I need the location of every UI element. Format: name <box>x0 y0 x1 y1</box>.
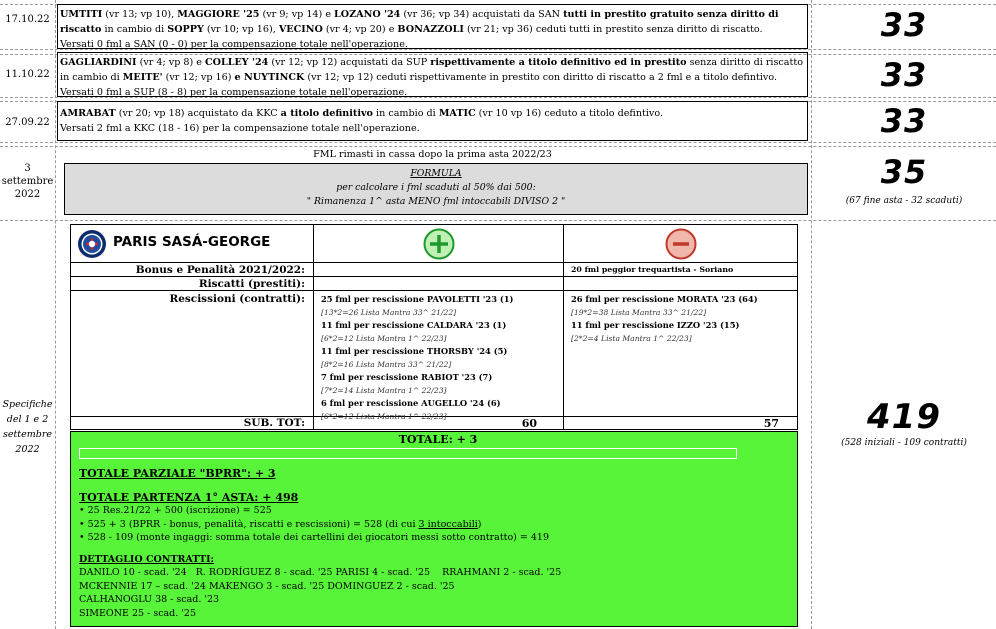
row-divider <box>0 142 996 143</box>
subtot-plus: 60 <box>314 417 564 430</box>
text-segment: a titolo definitivo <box>280 108 373 119</box>
rescission-note: [19*2=38 Lista Mantra 33^ 21/22] <box>571 307 707 317</box>
rescission-note: [6*2=12 Lista Mantra 1^ 22/23] <box>321 333 447 343</box>
text-segment: (vr 12; vp 16) <box>162 72 235 83</box>
rescission-item: 25 fml per rescissione PAVOLETTI '23 (1) <box>321 294 514 304</box>
transaction-line <box>60 106 805 121</box>
rescission-note: [8*2=16 Lista Mantra 33^ 21/22] <box>321 359 452 369</box>
rescission-note: [7*2=14 Lista Mantra 1^ 22/23] <box>321 385 447 395</box>
team-sheet <box>70 224 798 430</box>
balance-value: 33 <box>880 102 928 140</box>
text-segment: riscatto <box>60 24 102 35</box>
contract-line: DANILO 10 - scad. '24 R. RODRÍGUEZ 8 - scad. '25 PARISI 4 - scad. '25 RRAHMANI 2 - scad. '25 <box>79 567 562 578</box>
balance-caption: (528 iniziali - 109 contratti) <box>841 438 967 448</box>
text-segment: (vr 12; vp 12) ceduti rispettivamente in prestito con diritto di riscatto a 2 fml e a titolo defintivo. <box>304 72 778 83</box>
rescission-item: 6 fml per rescissione AUGELLO '24 (6) <box>321 398 501 408</box>
minus-circle-icon <box>665 228 697 260</box>
text-segment: AMRABAT <box>60 108 116 119</box>
text-segment: (vr 10 vp 16) ceduto a titolo defintivo. <box>475 108 664 119</box>
text-segment: in cambio di <box>60 72 123 83</box>
row-date: Specifiche del 1 e 2 settembre 2022 <box>2 399 53 455</box>
transaction-entry <box>57 101 808 141</box>
text-segment: (vr 36; vp 34) acquistati da SAN <box>400 9 564 20</box>
rescission-note: [6*2=12 Lista Mantra 1^ 22/23] <box>321 411 447 421</box>
intoccabili-text: 3 intoccabili <box>418 518 478 530</box>
row-divider <box>0 220 996 221</box>
calc-text: • 525 + 3 (BPRR - bonus, penalità, riscatti e rescissioni) = 528 (di cui <box>79 518 419 530</box>
row-date: 3 settembre 2022 <box>1 163 54 200</box>
text-segment: (vr 9; vp 14) e <box>259 9 335 20</box>
team-crest-icon <box>77 229 107 259</box>
transaction-line <box>60 7 805 22</box>
calc-line <box>79 518 797 532</box>
subtot-label: SUB. TOT: <box>71 417 314 430</box>
text-segment: VECINO <box>278 24 323 35</box>
text-segment: (vr 10; vp 16), <box>203 24 279 35</box>
team-header <box>71 225 314 263</box>
transaction-line <box>60 55 805 70</box>
totale: TOTALE: + 3 <box>398 433 478 446</box>
rescission-item: 11 fml per rescissione CALDARA '23 (1) <box>321 320 507 330</box>
transaction-text <box>58 5 807 54</box>
totals-box <box>70 431 798 627</box>
balance-value: 33 <box>880 6 928 44</box>
text-segment: (vr 4; vp 20) e <box>322 24 398 35</box>
row-date: 27.09.22 <box>5 117 50 128</box>
transaction-line <box>60 22 805 37</box>
bonus-plus <box>314 263 564 277</box>
rescission-item: 7 fml per rescissione RABIOT '23 (7) <box>321 372 493 382</box>
text-segment: (vr 20; vp 18) acquistato da KKC <box>115 108 281 119</box>
formula-heading: FML rimasti in cassa dopo la prima asta 2022/23 <box>313 149 552 160</box>
transaction-entry <box>57 52 808 97</box>
rescissioni-label: Rescissioni (contratti): <box>71 291 314 417</box>
totale-partenza: TOTALE PARTENZA 1° ASTA: + 498 <box>79 491 299 504</box>
team-name: PARIS SASÁ-GEORGE <box>113 234 271 250</box>
dettaglio-heading: DETTAGLIO CONTRATTI: <box>79 553 215 565</box>
text-segment: in cambio di <box>372 108 439 119</box>
riscatti-minus <box>564 277 797 291</box>
text-segment: MATIC <box>438 108 476 119</box>
totale-parziale: TOTALE PARZIALE "BPRR": + 3 <box>79 467 276 480</box>
contract-line: SIMEONE 25 - scad. '25 <box>79 607 196 619</box>
text-segment: (vr 13; vp 10), <box>102 9 178 20</box>
text-segment: (vr 21; vp 36) ceduti tutti in prestito senza diritto di riscatto. <box>463 24 763 35</box>
formula-title: FORMULA <box>410 168 462 179</box>
text-segment: BONAZZOLI <box>397 24 464 35</box>
text-segment: SOPPY <box>167 24 204 35</box>
text-segment: LOZANO '24 <box>334 9 401 20</box>
row-divider <box>0 146 996 147</box>
subtot-minus: 57 <box>763 417 779 430</box>
text-segment: GAGLIARDINI <box>60 57 137 68</box>
text-segment: e NUYTINCK <box>234 72 305 83</box>
transaction-line: Versati 0 fml a SUP (8 - 8) per la compensazione totale nell'operazione. <box>60 87 408 98</box>
plus-circle-icon <box>423 228 455 260</box>
transaction-text <box>58 53 807 102</box>
calc-line: • 528 - 109 (monte ingaggi: somma totale dei cartellini dei giocatori messi sotto contratto) = 419 <box>79 532 550 543</box>
text-segment: MAGGIORE '25 <box>177 9 260 20</box>
balance-value: 35 <box>880 153 928 191</box>
riscatti-label: Riscatti (prestiti): <box>71 277 314 291</box>
text-segment: tutti in prestito gratuito senza diritto di <box>563 9 779 20</box>
contract-line: MCKENNIE 17 – scad. '24 MAKENGO 3 - scad. '25 DOMINGUEZ 2 - scad. '25 <box>79 580 455 592</box>
col-divider <box>55 0 56 629</box>
text-segment: COLLEY '24 <box>205 57 269 68</box>
transaction-entry <box>57 4 808 49</box>
transaction-line: Versati 0 fml a SAN (0 - 0) per la compensazione totale nell'operazione. <box>60 39 408 50</box>
row-date: 11.10.22 <box>5 69 50 80</box>
rescissioni-minus-list <box>564 291 797 417</box>
text-segment: senza diritto di riscatto <box>686 57 804 68</box>
text-segment: in cambio di <box>101 24 168 35</box>
bonus-label: Bonus e Penalità 2021/2022: <box>71 263 314 277</box>
balance-value: 33 <box>880 56 928 94</box>
contract-line: CALHANOGLU 38 - scad. '23 <box>79 594 220 605</box>
formula-line: " Rimanenza 1^ asta MENO fml intoccabili DIVISO 2 " <box>306 196 566 207</box>
rescission-item: 11 fml per rescissione THORSBY '24 (5) <box>321 346 508 356</box>
col-divider <box>811 0 812 629</box>
rescission-item: 26 fml per rescissione MORATA '23 (64) <box>571 294 758 304</box>
riscatti-plus <box>314 277 564 291</box>
calc-text: ) <box>477 518 482 530</box>
transaction-line <box>60 70 805 85</box>
balance-value: 419 <box>867 397 941 437</box>
input-strip <box>79 448 737 459</box>
transaction-text <box>58 102 807 138</box>
text-segment: UMTITI <box>60 9 103 20</box>
row-date: 17.10.22 <box>5 14 50 25</box>
rescissioni-plus-list <box>314 291 564 421</box>
rescission-note: [2*2=4 Lista Mantra 1^ 22/23] <box>571 333 692 343</box>
rescission-item: 11 fml per rescissione IZZO '23 (15) <box>571 320 740 330</box>
formula-box <box>64 163 808 215</box>
balance-caption: (67 fine asta - 32 scaduti) <box>845 196 963 206</box>
rescission-note: [13*2=26 Lista Mantra 33^ 21/22] <box>321 307 457 317</box>
formula-line: per calcolare i fml scaduti al 50% dai 500: <box>336 182 536 193</box>
text-segment: (vr 12; vp 12) acquistati da SUP <box>268 57 431 68</box>
transaction-line: Versati 2 fml a KKC (18 - 16) per la compensazione totale nell'operazione. <box>60 123 420 134</box>
text-segment: (vr 4; vp 8) e <box>136 57 206 68</box>
bonus-minus: 20 fml peggior trequartista - Soriano <box>564 263 797 277</box>
calc-line: • 25 Res.21/22 + 500 (iscrizione) = 525 <box>79 505 272 516</box>
text-segment: MEITE' <box>122 72 163 83</box>
text-segment: rispettivamente a titolo definitivo ed in prestito <box>430 57 687 68</box>
minus-column-header <box>564 225 797 263</box>
plus-column-header <box>314 225 564 263</box>
